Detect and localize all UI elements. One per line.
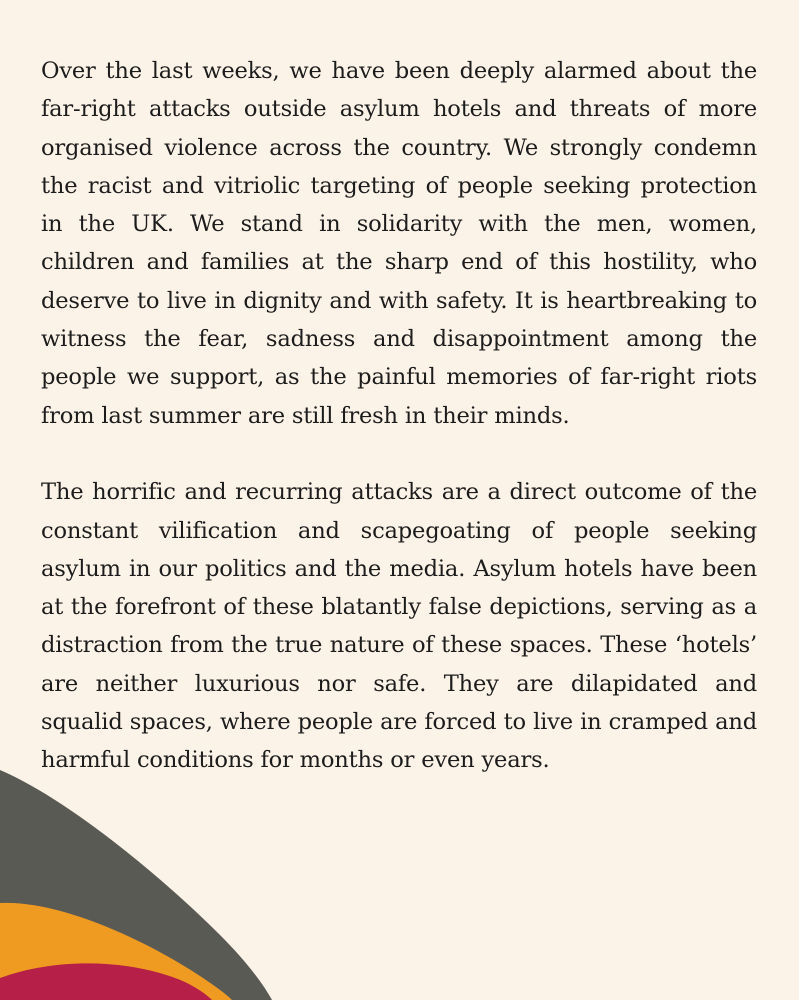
paragraph-1: Over the last weeks, we have been deeply alarmed about the far-right attacks outside asylum hotels and threats of more organised violence across the country. We strongly condemn the racist and vitriolic targeting of people seeking protection in the UK. We stand in solidarity with the men, women, children and families at the sharp end of this hostility, who deserve to live in dignity and with safety. It is heartbreaking to witness the fear, sadness and disappointment among the people we support, as the painful memories of far-right riots from last summer are still fresh in their minds. (41, 58, 757, 429)
corner-wave-decoration (0, 760, 300, 1000)
paragraph-2: The horrific and recurring attacks are a direct outcome of the constant vilification and scapegoating of people seeking asylum in our politics and the media. Asylum hotels have been at the forefront of these blatantly false depictions, serving as a distraction from the true nature of these spaces. These ‘hotels’ are neither luxurious nor safe. They are dilapidated and squalid spaces, where people are forced to live in cramped and harmful conditions for months or even years. (41, 479, 757, 774)
statement-text (41, 52, 757, 780)
